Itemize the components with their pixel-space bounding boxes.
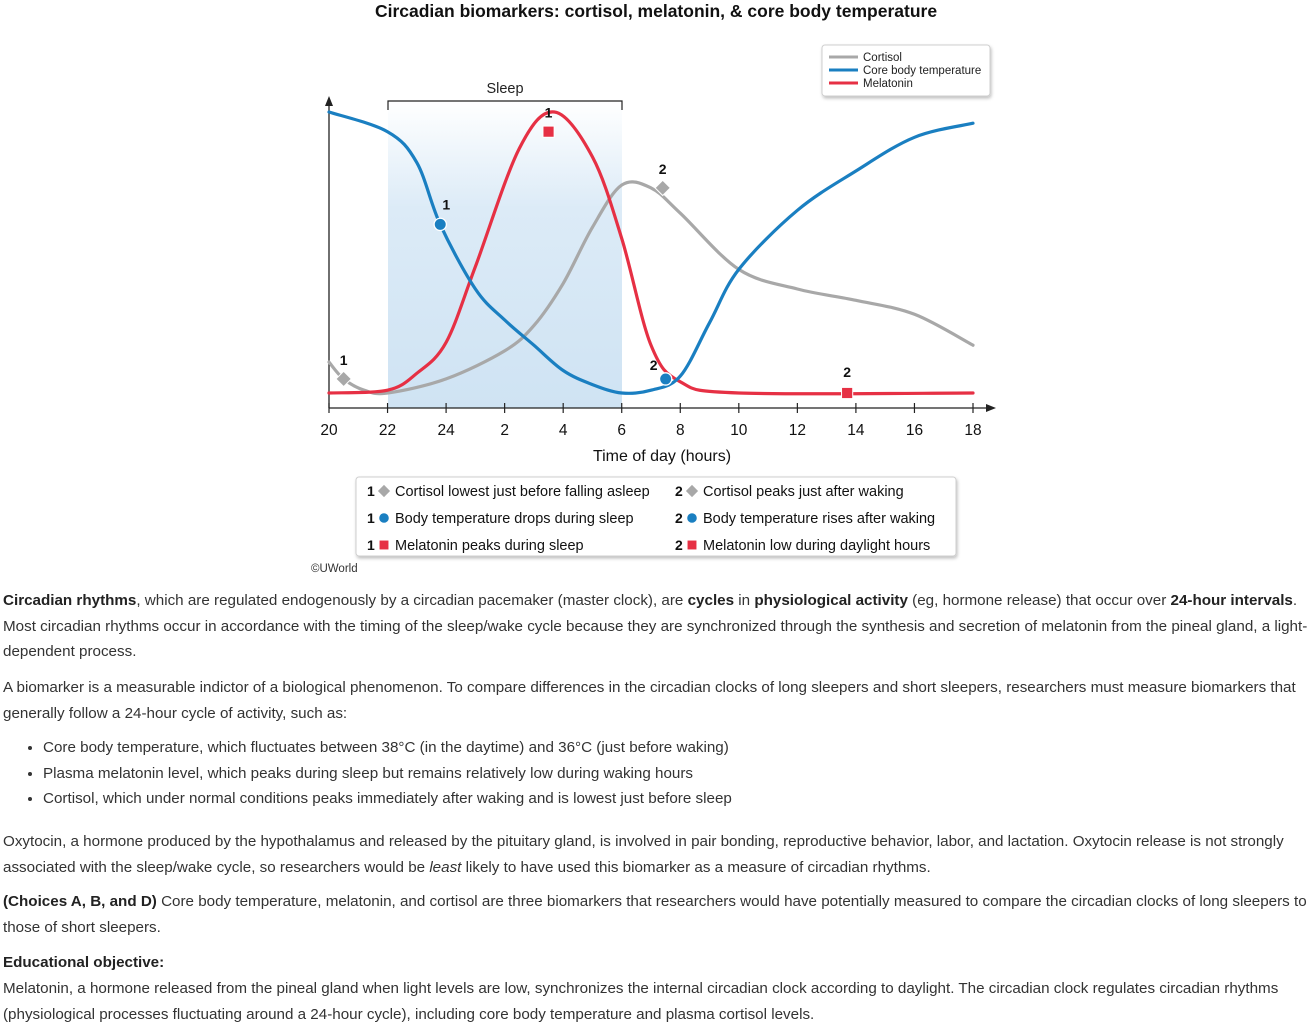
list-item: • Cortisol, which under normal conditions peaks immediately after waking and is lowest just before sleep	[43, 786, 1313, 812]
paragraph-circadian-rhythms: Circadian rhythms, which are regulated endogenously by a circadian pacemaker (master clock), are cycles in physiological activity (eg, hormone release) that occur over 24-hour intervals. Most circadian rhythms occur in accordance with the timing of the sleep/wake cycle because they are synchronized through the synthesis and secretion of melatonin from the pineal gland, a light-dependent process.	[3, 592, 1308, 660]
core-body-temperature-marker-2	[660, 373, 672, 385]
x-tick-label: 22	[378, 422, 397, 439]
paragraph-choices: (Choices A, B, and D) Core body temperature, melatonin, and cortisol are three biomarkers that researchers would have potentially measured to compare the circadian clocks of long sleepers to those of short sleepers.	[3, 893, 1307, 936]
list-item: • Plasma melatonin level, which peaks during sleep but remains relatively low during waking hours	[43, 761, 1313, 787]
key-marker	[687, 540, 697, 550]
key-number: 1	[367, 537, 375, 553]
marker-label: 1	[339, 351, 348, 368]
x-axis-label: Time of day (hours)	[592, 448, 732, 465]
marker-label: 1	[442, 196, 451, 213]
x-tick-label: 20	[320, 422, 338, 439]
marker-label: 2	[658, 160, 667, 177]
objective-text: Melatonin, a hormone released from the pineal gland when light levels are low, synchronizes the internal circadian clock according to daylight. The circadian clock regulates circadian rhythms (physiological processes fluctuating around a 24-hour cycle), including core body temperature and plasma cortisol levels.	[3, 980, 1279, 1023]
key-marker	[379, 540, 389, 550]
x-axis-arrow	[986, 404, 996, 412]
x-tick-label: 12	[788, 422, 806, 439]
x-tick-label: 14	[847, 422, 865, 439]
sleep-label: Sleep	[486, 81, 524, 97]
key-text: Melatonin low during daylight hours	[703, 538, 931, 554]
x-tick-label: 4	[558, 422, 568, 439]
legend-label: Cortisol	[863, 52, 902, 64]
key-text: Cortisol lowest just before falling asleep	[395, 484, 650, 500]
key-text: Body temperature drops during sleep	[395, 511, 634, 527]
key-text: Cortisol peaks just after waking	[703, 484, 904, 500]
objective-heading: Educational objective:	[3, 954, 165, 971]
key-text: Melatonin peaks during sleep	[395, 538, 584, 554]
x-tick-label: 8	[675, 422, 685, 439]
key-number: 2	[675, 537, 683, 553]
list-item: • Core body temperature, which fluctuates between 38°C (in the daytime) and 36°C (just before waking)	[43, 735, 1313, 761]
chart-title: Circadian biomarkers: cortisol, melatonin, & core body temperature	[374, 1, 938, 21]
melatonin-marker-1	[543, 126, 554, 137]
biomarker-list	[3, 735, 1313, 812]
paragraph-biomarker: A biomarker is a measurable indictor of a biological phenomenon. To compare differences in the circadian clocks of long sleepers and short sleepers, researchers must measure biomarkers that generally follow a 24-hour cycle of activity, such as:	[3, 679, 1296, 722]
x-tick-label: 16	[905, 422, 924, 439]
x-tick-label: 24	[437, 422, 455, 439]
marker-label: 1	[544, 104, 553, 121]
key-number: 2	[675, 483, 683, 499]
marker-label: 2	[843, 364, 852, 380]
x-tick-label: 2	[500, 422, 509, 439]
key-number: 2	[675, 510, 683, 526]
x-tick-label: 6	[617, 422, 627, 439]
marker-label: 2	[649, 356, 658, 373]
melatonin-marker-2	[842, 387, 853, 398]
y-axis-arrow	[325, 96, 333, 106]
core-body-temperature-marker-1	[434, 218, 446, 230]
legend-label: Core body temperature	[863, 65, 982, 77]
key-number: 1	[367, 483, 375, 499]
key-marker	[379, 513, 390, 524]
legend-label: Melatonin	[863, 78, 913, 90]
key-number: 1	[367, 510, 375, 526]
key-marker	[687, 513, 698, 524]
paragraph-oxytocin: Oxytocin, a hormone produced by the hypothalamus and released by the pituitary gland, is involved in pair bonding, reproductive behavior, labor, and lactation. Oxytocin release is not strongly associated with the sleep/wake cycle, so researchers would be least likely to have used this biomarker as a measure of circadian rhythms.	[3, 833, 1284, 876]
copyright: ©UWorld	[311, 563, 358, 575]
x-tick-label: 10	[730, 422, 748, 439]
key-text: Body temperature rises after waking	[703, 511, 936, 527]
x-tick-label: 18	[964, 422, 982, 439]
